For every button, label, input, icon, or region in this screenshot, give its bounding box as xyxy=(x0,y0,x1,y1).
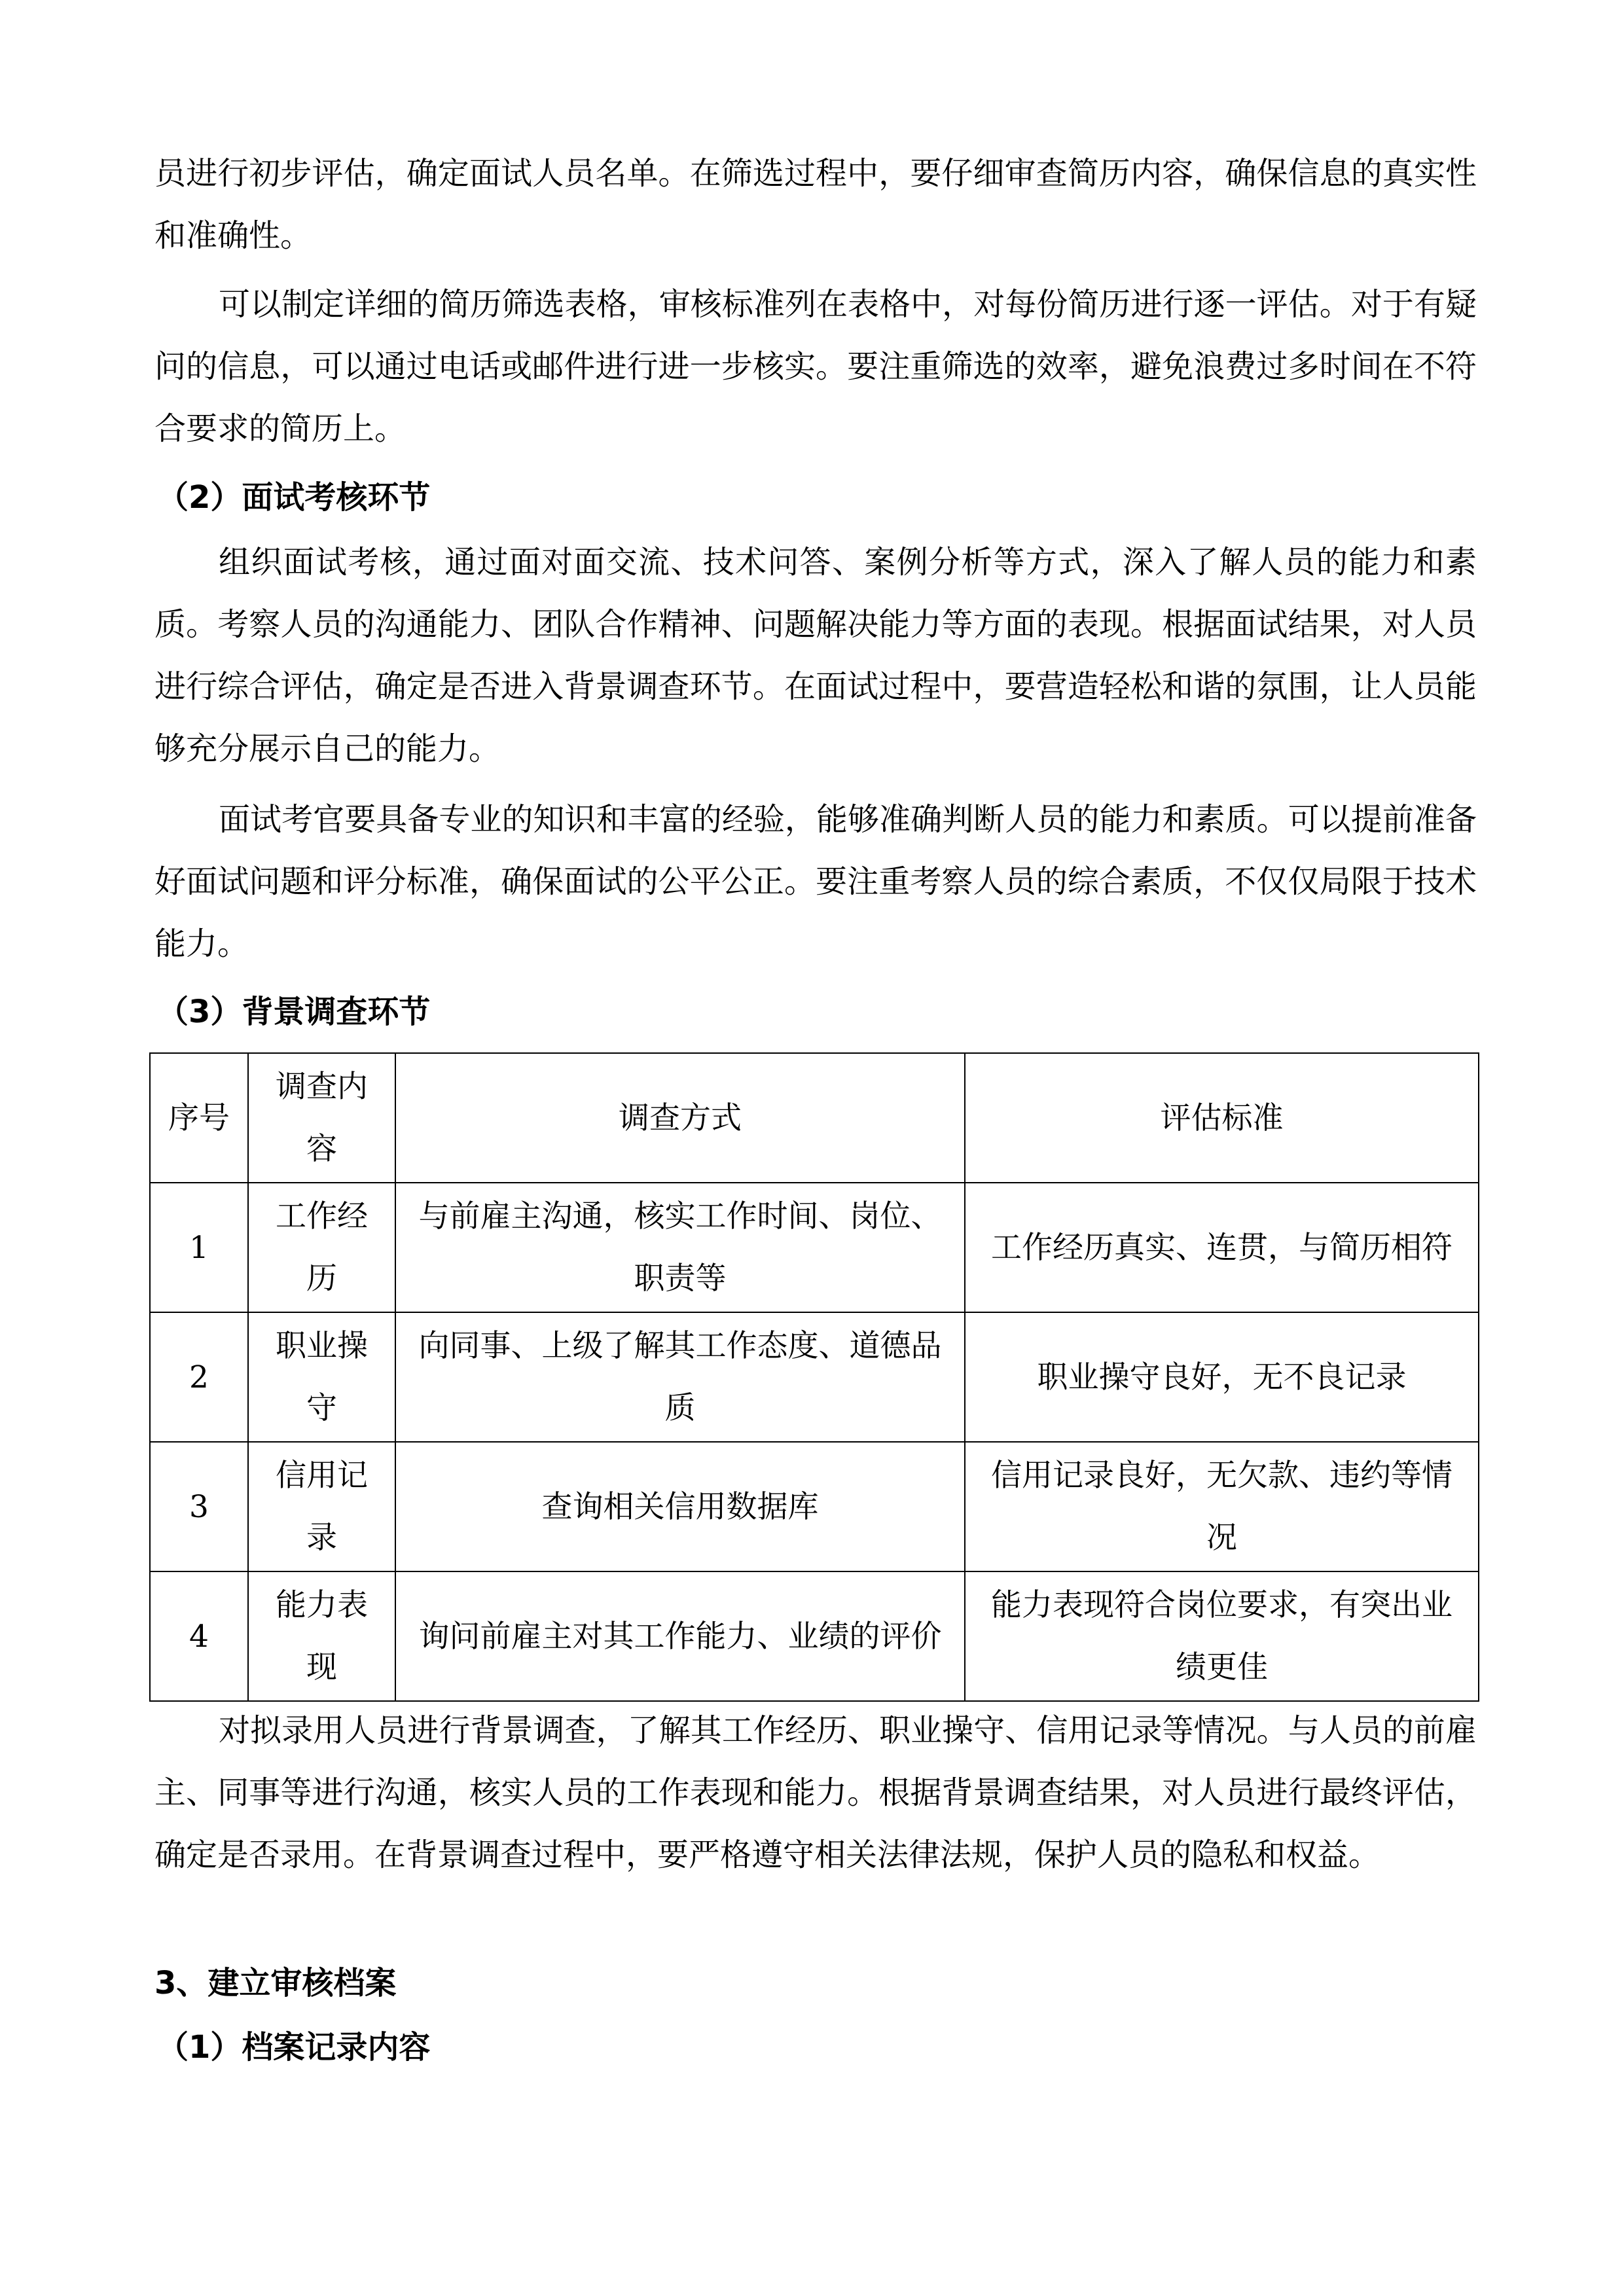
heading-build-archive: 3、建立审核档案 xyxy=(154,1965,397,2001)
header-method: 调查方式 xyxy=(395,1053,965,1183)
cell-content: 职业操守 xyxy=(248,1312,395,1442)
cell-standard: 信用记录良好，无欠款、违约等情况 xyxy=(965,1442,1479,1571)
header-no: 序号 xyxy=(150,1053,248,1183)
cell-standard: 职业操守良好，无不良记录 xyxy=(965,1312,1479,1442)
paragraph-resume-screening-end: 员进行初步评估，确定面试人员名单。在筛选过程中，要仔细审查简历内容，确保信息的真实性和准确性。 xyxy=(154,155,1477,254)
heading-archive-content: （1）档案记录内容 xyxy=(157,2029,431,2066)
cell-method: 与前雇主沟通，核实工作时间、岗位、职责等 xyxy=(395,1183,965,1312)
header-content: 调查内容 xyxy=(248,1053,395,1183)
cell-content: 能力表现 xyxy=(248,1571,395,1701)
cell-method: 查询相关信用数据库 xyxy=(395,1442,965,1571)
table-row xyxy=(150,1571,1479,1701)
cell-content: 工作经历 xyxy=(248,1183,395,1312)
cell-method: 向同事、上级了解其工作态度、道德品质 xyxy=(395,1312,965,1442)
cell-standard: 能力表现符合岗位要求，有突出业绩更佳 xyxy=(965,1571,1479,1701)
cell-method: 询问前雇主对其工作能力、业绩的评价 xyxy=(395,1571,965,1701)
header-standard: 评估标准 xyxy=(965,1053,1479,1183)
table-row xyxy=(150,1312,1479,1442)
table-row xyxy=(150,1442,1479,1571)
paragraph-screening-form: 可以制定详细的简历筛选表格，审核标准列在表格中，对每份简历进行逐一评估。对于有疑问的信息，可以通过电话或邮件进行进一步核实。要注重筛选的效率，避免浪费过多时间在不符合要求的简历上。 xyxy=(154,286,1477,447)
cell-standard: 工作经历真实、连贯，与简历相符 xyxy=(965,1183,1479,1312)
cell-no: 1 xyxy=(150,1183,248,1312)
cell-no: 4 xyxy=(150,1571,248,1701)
paragraph-interview-organize: 组织面试考核，通过面对面交流、技术问答、案例分析等方式，深入了解人员的能力和素质。考察人员的沟通能力、团队合作精神、问题解决能力等方面的表现。根据面试结果，对人员进行综合评估，确定是否进入背景调查环节。在面试过程中，要营造轻松和谐的氛围，让人员能够充分展示自己的能力。 xyxy=(154,544,1477,767)
cell-no: 3 xyxy=(150,1442,248,1571)
cell-content: 信用记录 xyxy=(248,1442,395,1571)
paragraph-background-check: 对拟录用人员进行背景调查，了解其工作经历、职业操守、信用记录等情况。与人员的前雇主、同事等进行沟通，核实人员的工作表现和能力。根据背景调查结果，对人员进行最终评估，确定是否录用。在背景调查过程中，要严格遵守相关法律法规，保护人员的隐私和权益。 xyxy=(154,1712,1477,1873)
table-header-row xyxy=(150,1053,1479,1183)
table-row xyxy=(150,1183,1479,1312)
background-check-table xyxy=(149,1052,1479,1702)
cell-no: 2 xyxy=(150,1312,248,1442)
paragraph-interviewer-requirements: 面试考官要具备专业的知识和丰富的经验，能够准确判断人员的能力和素质。可以提前准备好面试问题和评分标准，确保面试的公平公正。要注重考察人员的综合素质，不仅仅局限于技术能力。 xyxy=(154,801,1477,962)
heading-background-check: （3）背景调查环节 xyxy=(157,994,431,1030)
heading-interview-stage: （2）面试考核环节 xyxy=(157,479,431,516)
